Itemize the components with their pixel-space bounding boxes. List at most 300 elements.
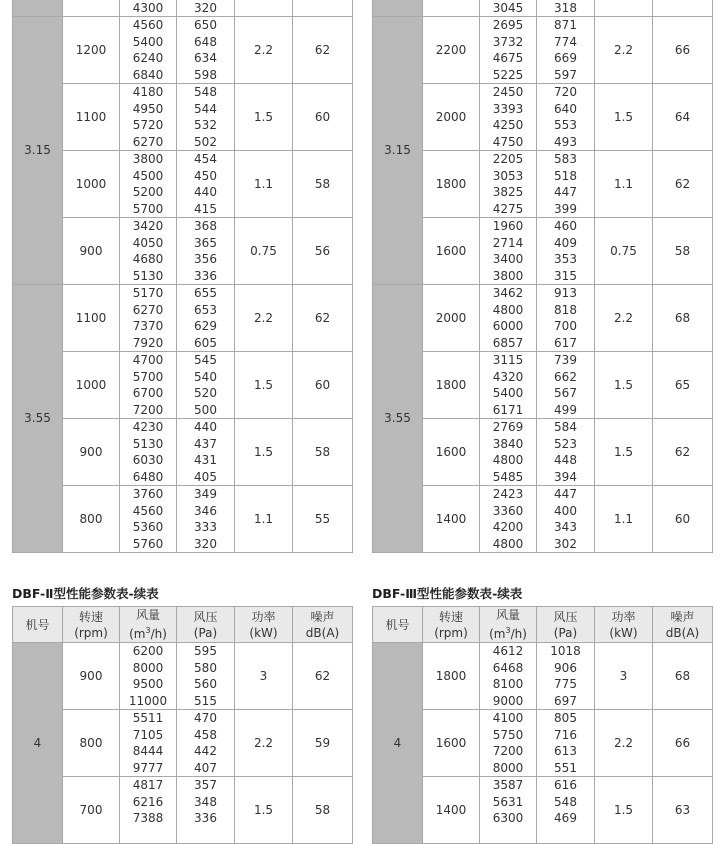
flow-cell <box>480 486 537 553</box>
speed-cell: 900 <box>63 419 120 486</box>
speed-cell: 1800 <box>423 151 480 218</box>
pressure-cell <box>177 151 235 218</box>
pressure-cell-value: 499 <box>554 402 577 417</box>
pressure-cell <box>177 352 235 419</box>
pressure-cell-value: 454 <box>194 152 217 166</box>
flow-cell-value: 4100 <box>492 711 524 725</box>
flow-cell-value: 4800 <box>492 302 524 317</box>
model-cell <box>13 0 63 17</box>
flow-cell-value: 6000 <box>492 319 524 333</box>
noise-cell: 58 <box>293 777 353 844</box>
pressure-cell-value: 595 <box>194 644 217 658</box>
table-row <box>13 84 353 151</box>
pressure-cell <box>177 17 235 84</box>
table-row <box>13 352 353 419</box>
header-flow-unit-sup: 3 <box>505 626 511 635</box>
pressure-cell <box>177 285 235 352</box>
flow-cell-value: 4750 <box>492 134 524 149</box>
header-power-label: 功率 <box>251 609 276 624</box>
flow-cell-value: 5720 <box>132 118 164 132</box>
noise-cell: 58 <box>293 419 353 486</box>
flow-cell-value: 2695 <box>492 18 524 32</box>
flow-cell-value: 4950 <box>132 101 164 116</box>
flow-cell-value: 3115 <box>492 353 524 367</box>
pressure-cell-value: 515 <box>194 693 217 708</box>
flow-cell-value: 11000 <box>128 693 168 708</box>
header-speed-label: 转速 <box>438 609 463 624</box>
table-row <box>13 151 353 218</box>
pressure-cell-value: 650 <box>194 18 217 32</box>
table-caption-dbf-iii: DBF-Ⅲ型性能参数表-续表 <box>372 586 523 601</box>
pressure-cell-value: 333 <box>194 520 217 534</box>
header-speed-unit: (rpm) <box>434 625 468 640</box>
flow-cell-value: 5170 <box>132 286 164 300</box>
flow-cell-value: 3462 <box>492 286 524 300</box>
pressure-cell-value: 399 <box>554 201 577 216</box>
flow-cell-value: 5130 <box>132 436 164 451</box>
pressure-cell-value: 440 <box>194 185 217 199</box>
flow-cell-value: 4180 <box>132 85 164 99</box>
header-power <box>595 607 653 643</box>
flow-cell-value: 3420 <box>132 219 164 233</box>
flow-cell-value: 3400 <box>492 252 524 266</box>
flow-cell-value: 6270 <box>132 134 164 149</box>
pressure-cell <box>537 218 595 285</box>
flow-cell-value: 4800 <box>492 453 524 467</box>
table-row <box>373 218 713 285</box>
flow-cell-value: 6700 <box>132 386 164 400</box>
pressure-cell <box>177 84 235 151</box>
pressure-cell-value: 662 <box>554 369 577 384</box>
flow-cell <box>480 419 537 486</box>
pressure-cell-value: 315 <box>554 268 577 283</box>
flow-cell-value: 3045 <box>492 0 524 15</box>
flow-cell <box>480 218 537 285</box>
pressure-cell-value: 548 <box>194 85 217 99</box>
bottom-right-performance-table <box>372 606 713 844</box>
header-power-unit: (kW) <box>609 625 638 640</box>
flow-cell-value: 5200 <box>132 185 164 199</box>
flow-cell-value: 6480 <box>132 469 164 484</box>
pressure-cell-value: 460 <box>554 219 577 233</box>
speed-cell: 2000 <box>423 84 480 151</box>
header-pressure-label: 风压 <box>193 609 218 624</box>
header-noise-label: 噪声 <box>310 609 335 624</box>
flow-cell-value: 1960 <box>492 219 524 233</box>
power-cell: 0.75 <box>235 218 293 285</box>
table-row <box>373 151 713 218</box>
pressure-cell-value: 368 <box>194 219 217 233</box>
power-cell: 2.2 <box>235 285 293 352</box>
pressure-cell-value: 523 <box>554 436 577 451</box>
flow-cell-value <box>480 827 536 844</box>
flow-cell-value: 4560 <box>132 503 164 518</box>
pressure-cell-value: 871 <box>554 18 577 32</box>
flow-cell-value: 2769 <box>492 420 524 434</box>
pressure-cell-value: 774 <box>554 34 577 49</box>
flow-cell-value: 4800 <box>492 536 524 551</box>
pressure-cell-value: 447 <box>554 185 577 199</box>
flow-cell-value: 4050 <box>132 235 164 250</box>
header-speed <box>63 607 120 643</box>
noise-cell: 62 <box>293 17 353 84</box>
flow-cell-value: 3053 <box>492 168 524 183</box>
power-cell: 1.5 <box>235 352 293 419</box>
pressure-cell-value: 913 <box>554 286 577 300</box>
flow-cell-value: 3825 <box>492 185 524 199</box>
flow-cell-value: 4230 <box>132 420 164 434</box>
power-cell: 1.5 <box>595 419 653 486</box>
speed-cell: 2000 <box>423 285 480 352</box>
header-noise <box>653 607 713 643</box>
flow-cell-value: 5485 <box>492 469 524 484</box>
table-row <box>373 0 713 17</box>
header-row <box>373 607 713 643</box>
flow-cell-value: 4300 <box>132 0 164 15</box>
flow-cell-value: 4680 <box>132 252 164 266</box>
pressure-cell-value: 617 <box>554 335 577 350</box>
pressure-cell <box>537 17 595 84</box>
power-cell: 2.2 <box>235 17 293 84</box>
noise-cell: 58 <box>653 218 713 285</box>
model-cell: 4 <box>13 643 63 844</box>
pressure-cell-value: 739 <box>554 353 577 367</box>
header-model-label: 机号 <box>25 617 50 632</box>
speed-cell: 1200 <box>63 17 120 84</box>
pressure-cell <box>537 643 595 710</box>
pressure-cell-value: 669 <box>554 51 577 65</box>
power-cell: 1.1 <box>235 151 293 218</box>
speed-cell: 1000 <box>63 352 120 419</box>
header-model <box>373 607 423 643</box>
model-cell <box>373 0 423 17</box>
power-cell: 2.2 <box>595 17 653 84</box>
pressure-cell-value: 805 <box>554 711 577 725</box>
pressure-cell <box>177 0 235 17</box>
speed-cell: 800 <box>63 710 120 777</box>
pressure-cell-value: 605 <box>194 335 217 350</box>
pressure-cell-value: 502 <box>194 134 217 149</box>
header-power-label: 功率 <box>611 609 636 624</box>
flow-cell-value: 5130 <box>132 268 164 283</box>
table-row <box>13 419 353 486</box>
flow-cell-value: 9500 <box>132 677 164 691</box>
flow-cell-value: 8000 <box>132 660 164 675</box>
table-row <box>373 777 713 844</box>
pressure-cell-value: 320 <box>194 0 217 15</box>
flow-cell-value: 3840 <box>492 436 524 451</box>
flow-cell-value: 4200 <box>492 520 524 534</box>
speed-cell: 1400 <box>423 777 480 844</box>
pressure-cell-value: 775 <box>554 677 577 691</box>
speed-cell: 1800 <box>423 352 480 419</box>
pressure-cell-value: 442 <box>194 744 217 758</box>
header-flow-label: 风量 <box>135 608 160 622</box>
pressure-cell-value: 700 <box>554 319 577 333</box>
flow-cell <box>120 419 177 486</box>
speed-cell: 1600 <box>423 419 480 486</box>
flow-cell-value: 8100 <box>492 677 524 691</box>
speed-cell: 700 <box>63 777 120 844</box>
pressure-cell-value: 500 <box>194 402 217 417</box>
flow-cell-value: 2450 <box>492 85 524 99</box>
flow-cell-value: 4250 <box>492 118 524 132</box>
pressure-cell-value: 437 <box>194 436 217 451</box>
pressure-cell-value: 320 <box>194 536 217 551</box>
noise-cell: 62 <box>293 285 353 352</box>
pressure-cell <box>537 84 595 151</box>
flow-cell <box>480 0 537 17</box>
header-pressure-unit: (Pa) <box>193 625 218 640</box>
noise-cell: 55 <box>293 486 353 553</box>
flow-cell <box>120 84 177 151</box>
pressure-cell-value: 458 <box>194 727 217 742</box>
pressure-cell-value: 356 <box>194 252 217 266</box>
table-row <box>13 643 353 710</box>
table-row <box>373 419 713 486</box>
speed-cell: 900 <box>63 218 120 285</box>
flow-cell-value: 6030 <box>132 453 164 467</box>
flow-cell-value: 5750 <box>492 727 524 742</box>
pressure-cell-value: 653 <box>194 302 217 317</box>
model-cell: 3.15 <box>373 17 423 285</box>
pressure-cell <box>537 352 595 419</box>
table-row <box>373 643 713 710</box>
power-cell: 1.5 <box>595 84 653 151</box>
header-pressure <box>177 607 235 643</box>
pressure-cell <box>537 486 595 553</box>
speed-cell: 1600 <box>423 710 480 777</box>
pressure-cell-value: 616 <box>554 778 577 792</box>
pressure-cell-value: 400 <box>554 503 577 518</box>
flow-cell-value: 3587 <box>492 778 524 792</box>
power-cell: 3 <box>595 643 653 710</box>
flow-cell-value: 3800 <box>492 268 524 283</box>
pressure-cell-value: 720 <box>554 85 577 99</box>
top-left-performance-table <box>12 0 353 553</box>
noise-cell: 60 <box>653 486 713 553</box>
pressure-cell <box>537 419 595 486</box>
speed-cell: 1600 <box>423 218 480 285</box>
power-cell: 2.2 <box>595 710 653 777</box>
pressure-cell-value: 357 <box>194 778 217 792</box>
flow-cell <box>480 17 537 84</box>
flow-cell-value: 7200 <box>492 744 524 758</box>
table-caption-dbf-ii: DBF-Ⅱ型性能参数表-续表 <box>12 586 159 601</box>
flow-cell-value: 4320 <box>492 369 524 384</box>
flow-cell-value: 6171 <box>492 402 524 417</box>
noise-cell: 60 <box>293 352 353 419</box>
flow-cell-value: 2714 <box>492 235 524 250</box>
flow-cell <box>480 285 537 352</box>
speed-cell: 1000 <box>63 151 120 218</box>
pressure-cell-value: 302 <box>554 536 577 551</box>
model-cell: 3.15 <box>13 17 63 285</box>
noise-cell: 68 <box>653 643 713 710</box>
pressure-cell-value: 493 <box>554 134 577 149</box>
flow-cell-value: 7370 <box>132 319 164 333</box>
power-cell: 1.1 <box>235 486 293 553</box>
header-noise-label: 噪声 <box>670 609 695 624</box>
power-cell: 2.2 <box>595 285 653 352</box>
flow-cell <box>120 0 177 17</box>
top-right-performance-table <box>372 0 713 553</box>
header-flow-unit-b: /h) <box>510 627 527 641</box>
model-cell: 3.55 <box>373 285 423 553</box>
flow-cell-value: 6468 <box>492 660 524 675</box>
pressure-cell-value: 353 <box>554 252 577 266</box>
speed-cell: 1100 <box>63 285 120 352</box>
flow-cell-value: 3360 <box>492 503 524 518</box>
noise-cell <box>653 0 713 17</box>
flow-cell-value: 3393 <box>492 101 524 116</box>
flow-cell-value: 5700 <box>132 369 164 384</box>
flow-cell-value: 4675 <box>492 51 524 65</box>
table-row <box>373 486 713 553</box>
pressure-cell-value: 346 <box>194 503 217 518</box>
pressure-cell-value: 440 <box>194 420 217 434</box>
power-cell <box>595 0 653 17</box>
pressure-cell-value: 409 <box>554 235 577 250</box>
flow-cell-value: 4275 <box>492 201 524 216</box>
flow-cell-value: 6857 <box>492 335 524 350</box>
flow-cell-value: 6840 <box>132 67 164 82</box>
power-cell: 0.75 <box>595 218 653 285</box>
pressure-cell-value: 336 <box>194 268 217 283</box>
pressure-cell <box>177 218 235 285</box>
flow-cell <box>120 17 177 84</box>
table-row <box>13 777 353 844</box>
flow-cell-value: 3760 <box>132 487 164 501</box>
header-model-label: 机号 <box>385 617 410 632</box>
flow-cell-value: 7200 <box>132 402 164 417</box>
pressure-cell-value: 336 <box>194 811 217 825</box>
header-pressure-unit: (Pa) <box>553 625 578 640</box>
power-cell: 1.5 <box>595 352 653 419</box>
noise-cell: 68 <box>653 285 713 352</box>
pressure-cell-value: 532 <box>194 118 217 132</box>
power-cell: 1.5 <box>595 777 653 844</box>
pressure-cell-value <box>537 827 594 844</box>
flow-cell-value: 2205 <box>492 152 524 166</box>
flow-cell-value: 6270 <box>132 302 164 317</box>
noise-cell: 62 <box>653 419 713 486</box>
speed-cell: 2200 <box>423 17 480 84</box>
pressure-cell-value: 394 <box>554 469 577 484</box>
pressure-cell-value: 583 <box>554 152 577 166</box>
pressure-cell-value: 597 <box>554 67 577 82</box>
pressure-cell-value: 640 <box>554 101 577 116</box>
header-pressure-label: 风压 <box>553 609 578 624</box>
flow-cell-value: 4500 <box>132 168 164 183</box>
pressure-cell-value: 818 <box>554 302 577 317</box>
pressure-cell-value: 415 <box>194 201 217 216</box>
flow-cell-value: 6300 <box>492 811 524 825</box>
power-cell <box>235 0 293 17</box>
header-power-unit: (kW) <box>249 625 278 640</box>
pressure-cell-value: 580 <box>194 660 217 675</box>
pressure-cell-value: 613 <box>554 744 577 758</box>
speed-cell: 900 <box>63 643 120 710</box>
pressure-cell-value: 431 <box>194 453 217 467</box>
pressure-cell-value: 584 <box>554 420 577 434</box>
pressure-cell-value: 567 <box>554 386 577 400</box>
model-cell: 4 <box>373 643 423 844</box>
flow-cell-value: 5631 <box>492 794 524 809</box>
flow-cell <box>120 643 177 710</box>
power-cell: 3 <box>235 643 293 710</box>
power-cell: 1.5 <box>235 419 293 486</box>
flow-cell-value: 5760 <box>132 536 164 551</box>
header-noise-unit: dB(A) <box>305 625 340 640</box>
flow-cell-value: 5400 <box>492 386 524 400</box>
table-row <box>373 710 713 777</box>
pressure-cell-value: 343 <box>554 520 577 534</box>
pressure-cell-value: 548 <box>554 794 577 809</box>
noise-cell: 66 <box>653 17 713 84</box>
noise-cell: 66 <box>653 710 713 777</box>
pressure-cell <box>537 151 595 218</box>
pressure-cell-value <box>177 827 234 844</box>
noise-cell: 56 <box>293 218 353 285</box>
pressure-cell-value: 540 <box>194 369 217 384</box>
power-cell: 2.2 <box>235 710 293 777</box>
noise-cell: 62 <box>653 151 713 218</box>
header-pressure <box>537 607 595 643</box>
flow-cell-value: 5400 <box>132 34 164 49</box>
power-cell: 1.1 <box>595 486 653 553</box>
table-row <box>13 218 353 285</box>
noise-cell: 65 <box>653 352 713 419</box>
flow-cell-value: 4817 <box>132 778 164 792</box>
flow-cell <box>480 151 537 218</box>
flow-cell-value: 4560 <box>132 18 164 32</box>
pressure-cell-value: 648 <box>194 34 217 49</box>
pressure-cell-value: 629 <box>194 319 217 333</box>
pressure-cell-value: 470 <box>194 711 217 725</box>
pressure-cell <box>177 419 235 486</box>
pressure-cell-value: 450 <box>194 168 217 183</box>
flow-cell-value: 4700 <box>132 353 164 367</box>
flow-cell-value: 5360 <box>132 520 164 534</box>
flow-cell <box>120 218 177 285</box>
pressure-cell <box>177 777 235 844</box>
model-cell: 3.55 <box>13 285 63 553</box>
bottom-left-performance-table <box>12 606 353 844</box>
pressure-cell <box>177 643 235 710</box>
header-flow-unit-b: /h) <box>150 627 167 641</box>
flow-cell <box>480 352 537 419</box>
pressure-cell <box>537 777 595 844</box>
flow-cell <box>120 486 177 553</box>
header-speed <box>423 607 480 643</box>
pressure-cell <box>537 710 595 777</box>
power-cell: 1.1 <box>595 151 653 218</box>
table-row <box>373 352 713 419</box>
pressure-cell-value: 448 <box>554 453 577 467</box>
flow-cell-value: 5225 <box>492 67 524 82</box>
speed-cell: 1100 <box>63 84 120 151</box>
power-cell: 1.5 <box>235 84 293 151</box>
header-flow-unit-a: (m <box>129 627 146 641</box>
pressure-cell-value: 560 <box>194 677 217 691</box>
flow-cell <box>120 151 177 218</box>
pressure-cell-value: 598 <box>194 67 217 82</box>
table-row <box>13 17 353 84</box>
pressure-cell-value: 318 <box>554 0 577 15</box>
pressure-cell <box>537 0 595 17</box>
flow-cell-value: 8444 <box>132 744 164 758</box>
